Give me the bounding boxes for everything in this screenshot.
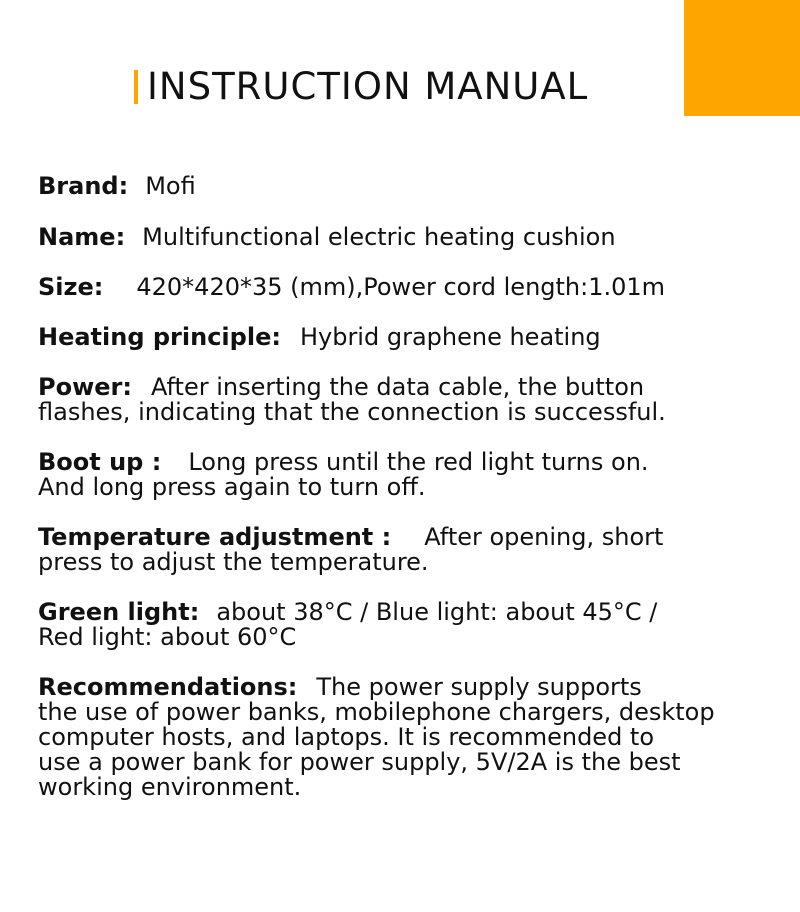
field-temperature-adjustment bbox=[38, 525, 778, 575]
field-label: Brand: bbox=[38, 172, 129, 200]
field-power bbox=[38, 375, 778, 425]
field-value: After opening, short bbox=[424, 523, 664, 551]
title-accent-bar bbox=[134, 70, 138, 104]
title-row bbox=[134, 65, 589, 108]
field-value: The power supply supports bbox=[316, 673, 642, 701]
field-value: Multifunctional electric heating cushion bbox=[142, 223, 616, 251]
field-value: computer hosts, and laptops. It is recommended to bbox=[38, 723, 655, 751]
field-value: flashes, indicating that the connection is successful. bbox=[38, 398, 666, 426]
field-value: the use of power banks, mobilephone chargers, desktop bbox=[38, 698, 715, 726]
field-green-light bbox=[38, 600, 778, 650]
field-recommendations bbox=[38, 675, 778, 800]
field-label: Name: bbox=[38, 223, 126, 251]
page-title: INSTRUCTION MANUAL bbox=[147, 65, 589, 108]
field-label: Heating principle: bbox=[38, 323, 281, 351]
field-boot-up bbox=[38, 450, 778, 500]
field-value: press to adjust the temperature. bbox=[38, 548, 429, 576]
field-value: use a power bank for power supply, 5V/2A is the best bbox=[38, 748, 681, 776]
field-value: Red light: about 60°C bbox=[38, 623, 297, 651]
corner-accent-block bbox=[684, 0, 800, 116]
field-name bbox=[38, 225, 778, 250]
field-label: Power: bbox=[38, 373, 132, 401]
field-heating-principle bbox=[38, 325, 778, 350]
field-label: Temperature adjustment : bbox=[38, 523, 392, 551]
field-brand bbox=[38, 174, 778, 199]
field-label: Size: bbox=[38, 273, 104, 301]
field-value: 420*420*35 (mm),Power cord length:1.01m bbox=[136, 273, 666, 301]
field-value: Hybrid graphene heating bbox=[299, 323, 601, 351]
field-label: Recommendations: bbox=[38, 673, 298, 701]
field-value: about 38°C / Blue light: about 45°C / bbox=[216, 598, 658, 626]
field-label: Boot up : bbox=[38, 448, 162, 476]
field-value: And long press again to turn off. bbox=[38, 473, 426, 501]
field-value: working environment. bbox=[38, 773, 302, 801]
field-value: After inserting the data cable, the button bbox=[150, 373, 645, 401]
field-value: Mofi bbox=[145, 172, 196, 200]
field-value: Long press until the red light turns on. bbox=[188, 448, 649, 476]
field-label: Green light: bbox=[38, 598, 200, 626]
field-size bbox=[38, 275, 778, 300]
